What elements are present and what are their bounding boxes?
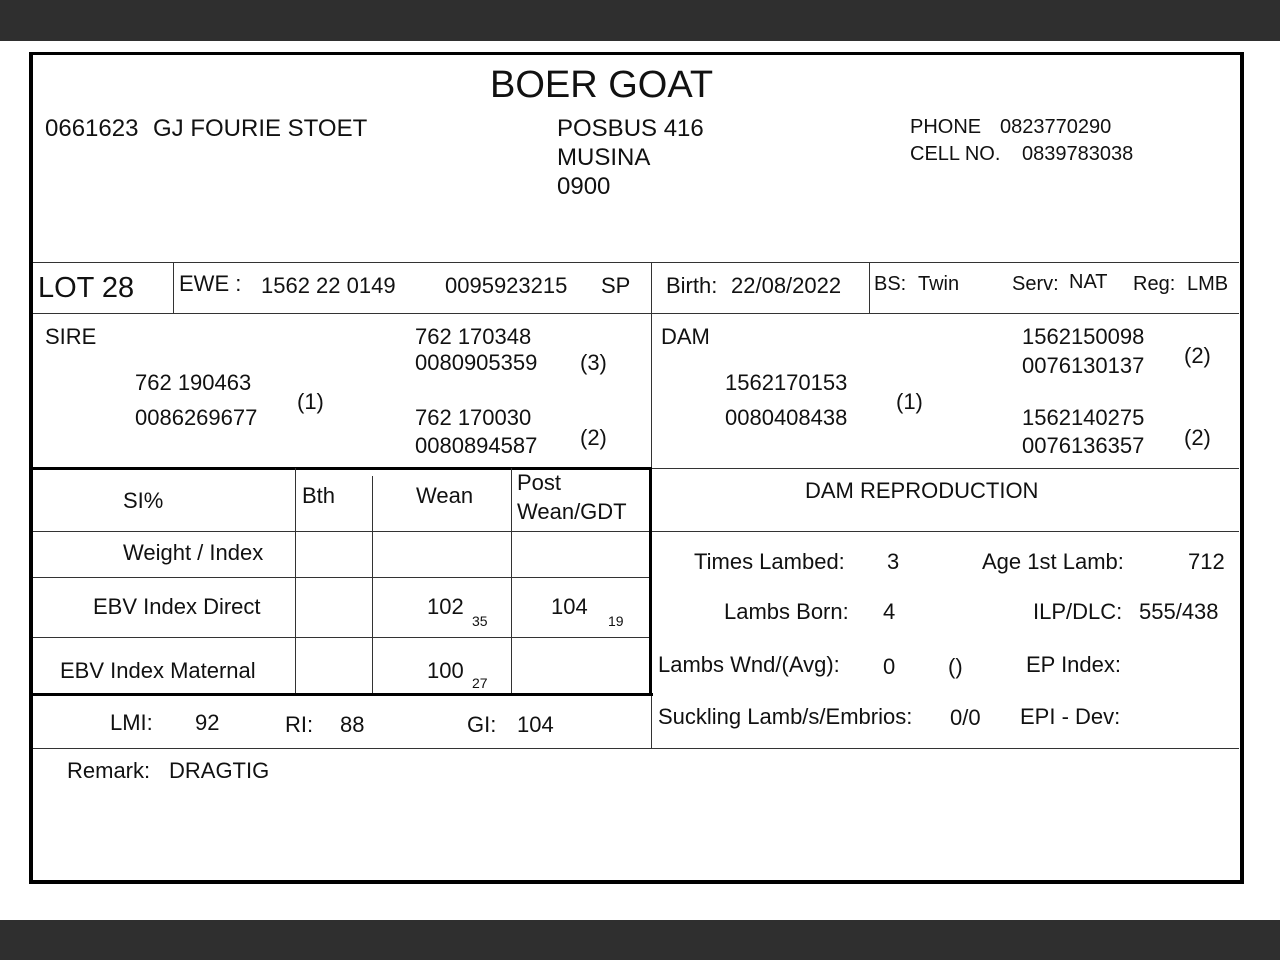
reg-label: Reg: — [1133, 273, 1176, 295]
gi-value: 104 — [517, 712, 554, 737]
divider — [33, 313, 1239, 314]
wean-header: Wean — [416, 483, 474, 508]
lambs-weaned-label: Lambs Wnd/(Avg): — [658, 652, 840, 677]
bs-label: BS: — [874, 273, 907, 295]
ebv-maternal-wean-accuracy: 27 — [472, 675, 488, 691]
ebv-direct-post-accuracy: 19 — [608, 613, 624, 629]
dam-label: DAM — [661, 324, 710, 349]
dam-id: 1562170153 — [725, 370, 848, 395]
weight-index-label: Weight / Index — [123, 540, 264, 565]
phone-number: 0823770290 — [1000, 116, 1112, 138]
lmi-label: LMI: — [110, 710, 153, 735]
birth-date: 22/08/2022 — [731, 273, 842, 298]
dam-reproduction-title: DAM REPRODUCTION — [805, 478, 1039, 503]
dam-number: 0080408438 — [725, 405, 848, 430]
dam-sire-id: 1562150098 — [1022, 324, 1145, 349]
suckling-value: 0/0 — [950, 705, 981, 730]
si-header: SI% — [123, 488, 164, 513]
post-wean-header: Wean/GDT — [517, 499, 627, 524]
top-bar — [0, 0, 1280, 41]
lambs-weaned-average: () — [948, 654, 963, 679]
dam-dam-id: 1562140275 — [1022, 405, 1145, 430]
remark-value: DRAGTIG — [169, 758, 270, 783]
ri-value: 88 — [340, 712, 365, 737]
sire-id: 762 190463 — [135, 370, 252, 395]
ebv-maternal-label: EBV Index Maternal — [60, 658, 256, 683]
lambs-born-label: Lambs Born: — [724, 599, 849, 624]
dam-dam-mark: (2) — [1184, 425, 1211, 450]
ewe-label: EWE : — [179, 271, 242, 296]
divider — [649, 467, 652, 695]
breeder-code: 0661623 — [45, 115, 139, 142]
lot-number: LOT 28 — [38, 272, 135, 304]
lambs-weaned-value: 0 — [883, 654, 896, 679]
ebv-direct-post: 104 — [551, 594, 588, 619]
sire-dam-id: 762 170030 — [415, 405, 532, 430]
divider — [511, 468, 512, 693]
divider — [33, 748, 1239, 749]
ep-index-label: EP Index: — [1026, 652, 1121, 677]
sire-sire-id: 762 170348 — [415, 324, 532, 349]
divider — [651, 468, 1239, 469]
divider — [31, 693, 653, 696]
divider — [33, 531, 1239, 532]
times-lambed-value: 3 — [887, 549, 900, 574]
bottom-bar — [0, 920, 1280, 960]
address-line-3: 0900 — [557, 173, 611, 200]
sire-dam-mark: (2) — [580, 425, 607, 450]
sire-number: 0086269677 — [135, 405, 258, 430]
cell-number: 0839783038 — [1022, 143, 1134, 165]
post-header: Post — [517, 470, 562, 495]
sire-mark: (1) — [297, 389, 324, 414]
dam-sire-number: 0076130137 — [1022, 353, 1145, 378]
times-lambed-label: Times Lambed: — [694, 549, 845, 574]
ewe-number: 0095923215 — [445, 273, 568, 298]
ebv-direct-wean-accuracy: 35 — [472, 613, 488, 629]
ewe-id: 1562 22 0149 — [261, 273, 396, 298]
breeder-name: GJ FOURIE STOET — [153, 115, 368, 142]
ebv-maternal-wean: 100 — [427, 658, 464, 683]
birth-label: Birth: — [666, 273, 718, 298]
cell-label: CELL NO. — [910, 143, 1001, 165]
ewe-class: SP — [601, 273, 631, 298]
divider — [869, 262, 870, 313]
remark-label: Remark: — [67, 758, 151, 783]
divider — [173, 262, 174, 313]
phone-label: PHONE — [910, 116, 982, 138]
divider — [33, 637, 651, 638]
ilp-dlc-label: ILP/DLC: — [1033, 599, 1123, 624]
divider — [33, 262, 1239, 263]
sire-sire-mark: (3) — [580, 350, 607, 375]
bth-header: Bth — [302, 483, 336, 508]
address-line-1: POSBUS 416 — [557, 115, 704, 142]
epi-dev-label: EPI - Dev: — [1020, 704, 1121, 729]
lambs-born-value: 4 — [883, 599, 896, 624]
age-first-lamb-value: 712 — [1188, 549, 1225, 574]
divider — [372, 476, 373, 693]
dam-sire-mark: (2) — [1184, 343, 1211, 368]
bs-value: Twin — [918, 273, 960, 295]
card-title: BOER GOAT — [490, 64, 714, 106]
lmi-value: 92 — [195, 710, 220, 735]
ri-label: RI: — [285, 712, 314, 737]
divider — [295, 468, 296, 693]
suckling-label: Suckling Lamb/s/Embrios: — [658, 704, 913, 729]
reg-value: LMB — [1187, 273, 1229, 295]
dam-mark: (1) — [896, 389, 923, 414]
ebv-direct-label: EBV Index Direct — [93, 594, 261, 619]
dam-dam-number: 0076136357 — [1022, 433, 1145, 458]
sire-sire-number: 0080905359 — [415, 350, 538, 375]
ebv-direct-wean: 102 — [427, 594, 464, 619]
sire-dam-number: 0080894587 — [415, 433, 538, 458]
serv-value: NAT — [1069, 271, 1108, 293]
sire-label: SIRE — [45, 324, 97, 349]
age-first-lamb-label: Age 1st Lamb: — [982, 549, 1124, 574]
gi-label: GI: — [467, 712, 497, 737]
divider — [33, 577, 651, 578]
ilp-dlc-value: 555/438 — [1139, 599, 1219, 624]
address-line-2: MUSINA — [557, 144, 651, 171]
serv-label: Serv: — [1012, 273, 1059, 295]
